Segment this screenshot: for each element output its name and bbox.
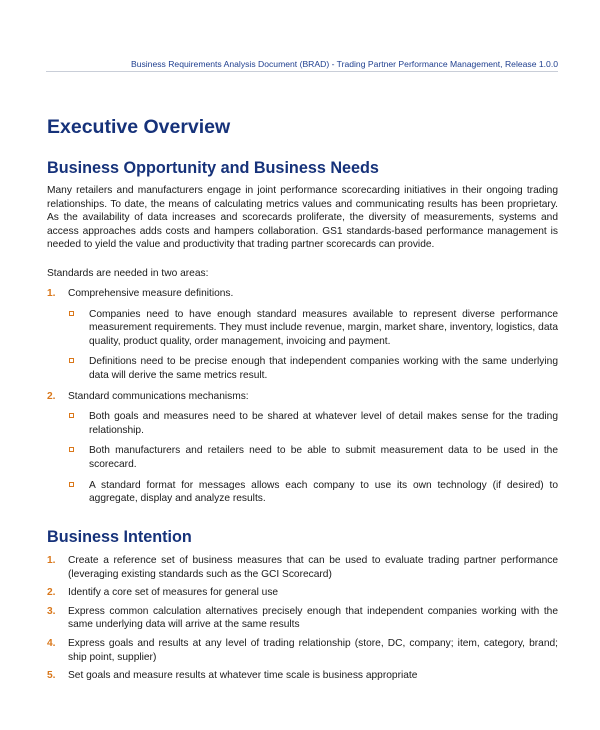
list-item bbox=[47, 586, 558, 600]
list-item bbox=[47, 554, 558, 581]
list-item-text: Express common calculation alternatives precisely enough that independent companies working with the same underlying data will arrive at the same results bbox=[68, 605, 558, 631]
list-number: 3. bbox=[47, 605, 56, 617]
list-item-text: Identify a core set of measures for general use bbox=[68, 587, 279, 599]
square-bullet-icon bbox=[69, 413, 74, 418]
sub-list-item bbox=[47, 479, 558, 506]
list-number: 2. bbox=[47, 587, 56, 599]
list-item bbox=[47, 637, 558, 664]
list-item-text: Set goals and measure results at whatever time scale is business appropriate bbox=[68, 670, 418, 682]
list-item-text: Express goals and results at any level of trading relationship (store, DC, company; item, category, brand; ship point, supplier) bbox=[68, 637, 558, 663]
page-title: Executive Overview bbox=[47, 116, 231, 138]
section-paragraph: Many retailers and manufacturers engage in joint performance scorecarding initiatives in their ongoing trading relationships. To date, the means of calculating metrics values and communicating results has been proprietary. As the availability of data increases and scorecards proliferate, the diversity of measurements, systems and access approaches adds costs and hampers collaboration. GS1 standards-based performance management is needed to yield the value and productivity that trading partner scorecards can provide. bbox=[47, 185, 558, 251]
list-item-text: Standard communications mechanisms: bbox=[68, 390, 249, 402]
list-number: 1. bbox=[47, 555, 56, 566]
list-item bbox=[47, 605, 558, 632]
sub-item-text: Companies need to have enough standard measures available to represent diverse performance measurement requirements. They must include revenue, margin, market share, inventory, logistics, data quality, product quality, order management, invoicing and payment. bbox=[89, 308, 558, 347]
square-bullet-icon bbox=[69, 311, 74, 316]
sub-item-text: Both manufacturers and retailers need to be able to submit measurement data to be used in the scorecard. bbox=[89, 445, 558, 470]
section-heading-intention: Business Intention bbox=[47, 528, 192, 546]
sub-list-item bbox=[47, 308, 558, 349]
sub-list-item bbox=[47, 355, 558, 382]
running-header: Business Requirements Analysis Document (BRAD) - Trading Partner Performance Management, Release 1.0.0 bbox=[130, 59, 558, 69]
sub-item-text: Definitions need to be precise enough that independent companies working with the same underlying data will derive the same metrics result. bbox=[89, 356, 558, 381]
list-number: 1. bbox=[47, 288, 56, 299]
list-intro: Standards are needed in two areas: bbox=[47, 268, 209, 279]
needs-list bbox=[47, 287, 558, 506]
list-number: 5. bbox=[47, 670, 56, 682]
sub-list-item bbox=[47, 410, 558, 437]
square-bullet-icon bbox=[69, 482, 74, 487]
header-divider bbox=[46, 71, 558, 72]
sub-item-text: Both goals and measures need to be shared at whatever level of detail makes sense for the trading relationship. bbox=[89, 411, 558, 436]
square-bullet-icon bbox=[69, 447, 74, 452]
list-number: 2. bbox=[47, 390, 56, 402]
sub-list-item bbox=[47, 444, 558, 471]
section-heading-opportunity: Business Opportunity and Business Needs bbox=[47, 159, 379, 177]
list-number: 4. bbox=[47, 637, 56, 649]
list-item bbox=[47, 287, 558, 301]
sub-item-text: A standard format for messages allows each company to use its own technology (if desired) to aggregate, display and analyze results. bbox=[89, 479, 558, 505]
square-bullet-icon bbox=[69, 358, 74, 363]
list-item-text: Comprehensive measure definitions. bbox=[68, 288, 234, 299]
list-item bbox=[47, 669, 558, 683]
list-item-text: Create a reference set of business measures that can be used to evaluate trading partner performance (leveraging existing standards such as the GCI Scorecard) bbox=[68, 555, 558, 580]
list-item bbox=[47, 390, 558, 404]
intention-list bbox=[47, 554, 558, 683]
